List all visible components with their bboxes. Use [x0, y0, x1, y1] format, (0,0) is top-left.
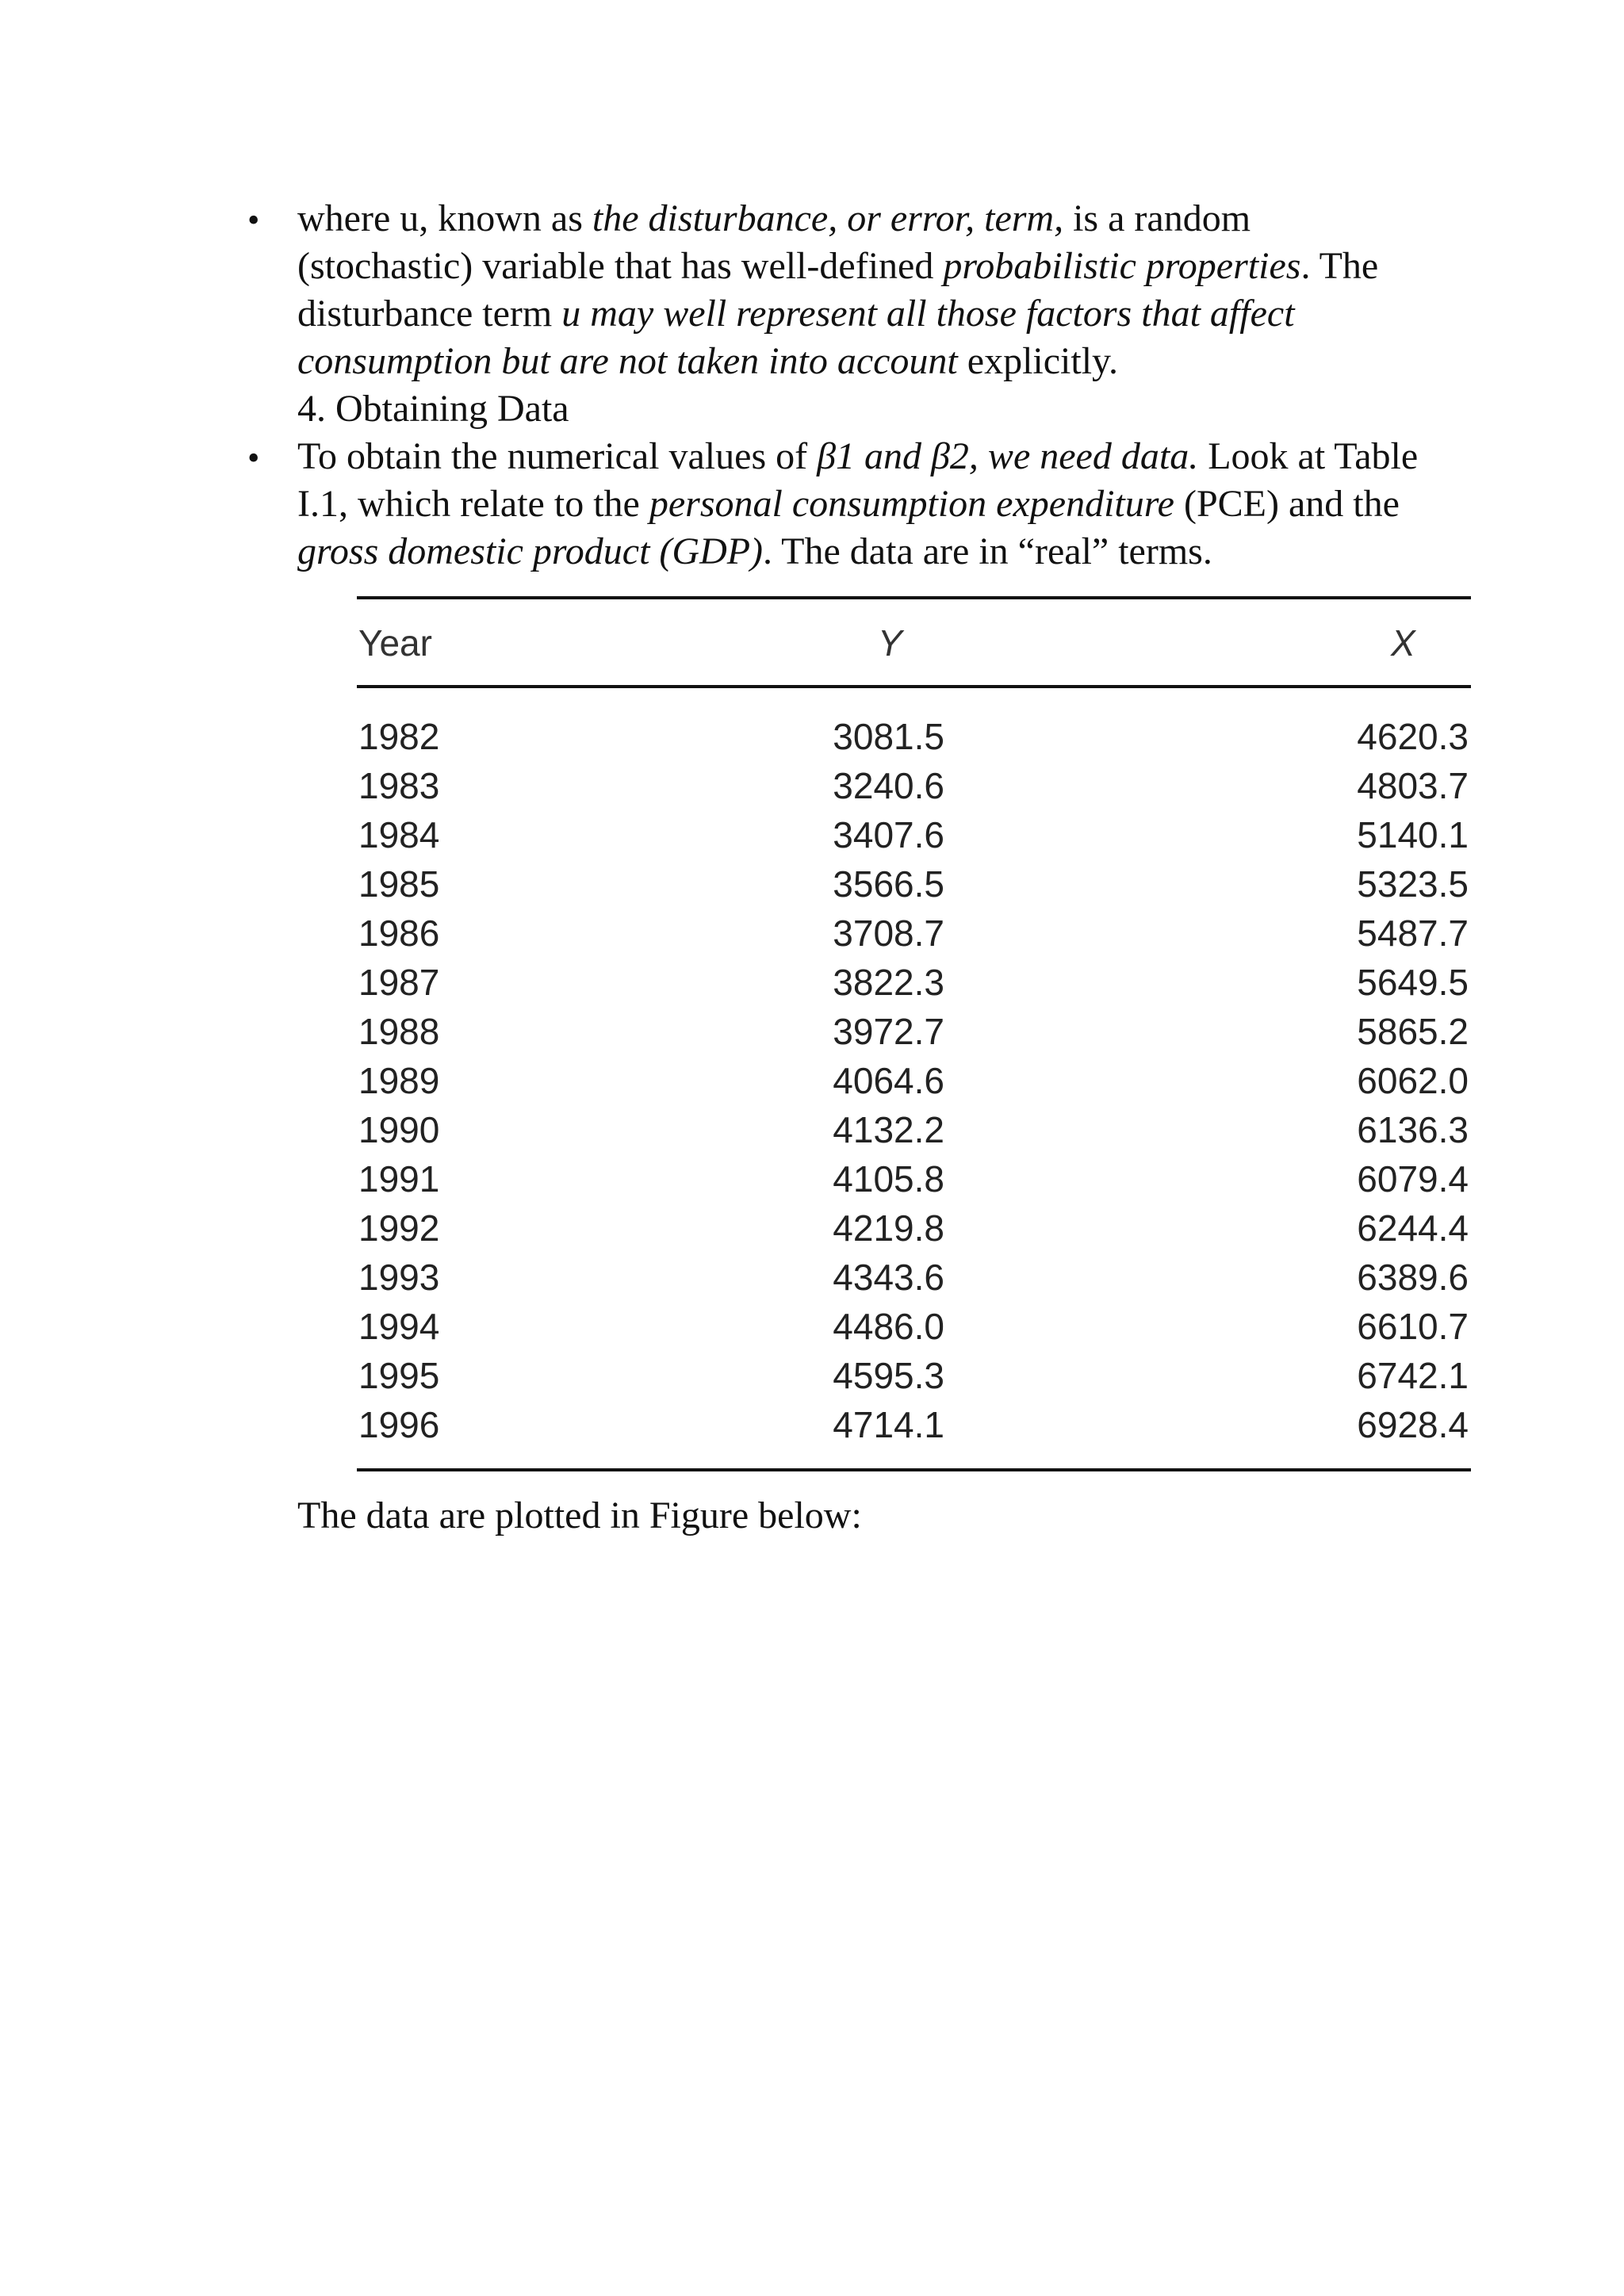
cell-y: 4105.8: [833, 1158, 944, 1200]
cell-y: 3240.6: [833, 765, 944, 806]
italic-text: probabilistic properties: [943, 245, 1301, 287]
cell-year: 1988: [358, 1011, 440, 1052]
cell-x: 5865.2: [1357, 1011, 1469, 1052]
table-top-rule: [357, 596, 1471, 599]
italic-text: gross domestic product (GDP): [297, 530, 764, 572]
table-row: [358, 712, 1469, 761]
column-header-y: [878, 621, 902, 665]
text: . The data are in “real” terms.: [763, 530, 1212, 572]
figure-caption: The data are plotted in Figure below:: [297, 1494, 862, 1536]
cell-x: 4620.3: [1357, 716, 1469, 757]
cell-x: 6136.3: [1357, 1109, 1469, 1150]
cell-x: 5323.5: [1357, 863, 1469, 905]
cell-x: 6742.1: [1357, 1355, 1469, 1396]
text: is a random: [1063, 197, 1251, 239]
paragraph2-line2: [297, 480, 1400, 528]
text: where u, known as: [297, 197, 592, 239]
table-row: [358, 1056, 1469, 1105]
column-header-year: Year: [358, 622, 432, 664]
cell-x: 4803.7: [1357, 765, 1469, 806]
table-bottom-rule: [357, 1468, 1471, 1471]
text: (stochastic) variable that has well-defined: [297, 245, 944, 287]
header-label: X: [1391, 622, 1415, 664]
italic-text: β1 and β2, we need data.: [817, 435, 1199, 477]
cell-x: 6389.6: [1357, 1257, 1469, 1298]
cell-y: 3708.7: [833, 913, 944, 954]
text: To obtain the numerical values of: [297, 435, 818, 477]
cell-year: 1991: [358, 1158, 440, 1200]
table-row: [358, 1105, 1469, 1154]
cell-x: 5649.5: [1357, 962, 1469, 1003]
text: disturbance term: [297, 293, 562, 335]
data-table-body: [358, 712, 1469, 1449]
column-header-x: [1391, 621, 1415, 665]
table-header-rule: [357, 685, 1471, 688]
cell-year: 1985: [358, 863, 440, 905]
table-row: [358, 1154, 1469, 1203]
paragraph1-line4: [297, 338, 1118, 385]
cell-year: 1984: [358, 814, 440, 855]
table-row: [358, 1351, 1469, 1400]
table-row: [358, 958, 1469, 1007]
table-row: [358, 1007, 1469, 1056]
paragraph1-line3: [297, 290, 1295, 338]
cell-y: 4064.6: [833, 1060, 944, 1101]
cell-x: 6079.4: [1357, 1158, 1469, 1200]
cell-y: 4595.3: [833, 1355, 944, 1396]
cell-year: 1986: [358, 913, 440, 954]
table-row: [358, 859, 1469, 909]
bullet-marker: •: [247, 201, 260, 239]
paragraph1-line1: [297, 195, 1251, 243]
italic-text: consumption but are not taken into account: [297, 340, 958, 382]
cell-y: 4486.0: [833, 1306, 944, 1347]
cell-x: 6244.4: [1357, 1207, 1469, 1249]
cell-x: 5487.7: [1357, 913, 1469, 954]
cell-year: 1989: [358, 1060, 440, 1101]
text: Look at Table: [1198, 435, 1419, 477]
cell-x: 6928.4: [1357, 1404, 1469, 1445]
table-row: [358, 1253, 1469, 1302]
cell-y: 3566.5: [833, 863, 944, 905]
cell-y: 4343.6: [833, 1257, 944, 1298]
table-row: [358, 761, 1469, 810]
text: . The: [1300, 245, 1379, 287]
cell-year: 1996: [358, 1404, 440, 1445]
cell-y: 3081.5: [833, 716, 944, 757]
cell-y: 3407.6: [833, 814, 944, 855]
cell-year: 1982: [358, 716, 440, 757]
cell-x: 5140.1: [1357, 814, 1469, 855]
cell-year: 1995: [358, 1355, 440, 1396]
bullet-marker: •: [247, 438, 260, 477]
paragraph2-line3: [297, 528, 1212, 576]
table-row: [358, 909, 1469, 958]
cell-year: 1993: [358, 1257, 440, 1298]
cell-y: 4132.2: [833, 1109, 944, 1150]
text: (PCE) and the: [1174, 483, 1400, 525]
text: explicitly.: [957, 340, 1118, 382]
table-row: [358, 810, 1469, 859]
paragraph1-line2: [297, 243, 1378, 290]
cell-x: 6610.7: [1357, 1306, 1469, 1347]
table-row: [358, 1203, 1469, 1253]
cell-y: 4714.1: [833, 1404, 944, 1445]
header-label: Y: [878, 622, 902, 664]
cell-y: 4219.8: [833, 1207, 944, 1249]
italic-text: personal consumption expenditure: [649, 483, 1174, 525]
cell-year: 1992: [358, 1207, 440, 1249]
cell-y: 3972.7: [833, 1011, 944, 1052]
section-heading-obtaining-data: 4. Obtaining Data: [297, 388, 569, 430]
italic-text: the disturbance, or error, term,: [592, 197, 1064, 239]
table-row: [358, 1400, 1469, 1449]
cell-y: 3822.3: [833, 962, 944, 1003]
cell-year: 1987: [358, 962, 440, 1003]
cell-year: 1990: [358, 1109, 440, 1150]
paragraph2-line1: [297, 433, 1418, 480]
italic-text: u may well represent all those factors that affect: [561, 293, 1295, 335]
cell-year: 1983: [358, 765, 440, 806]
table-row: [358, 1302, 1469, 1351]
cell-year: 1994: [358, 1306, 440, 1347]
text: I.1, which relate to the: [297, 483, 649, 525]
cell-x: 6062.0: [1357, 1060, 1469, 1101]
